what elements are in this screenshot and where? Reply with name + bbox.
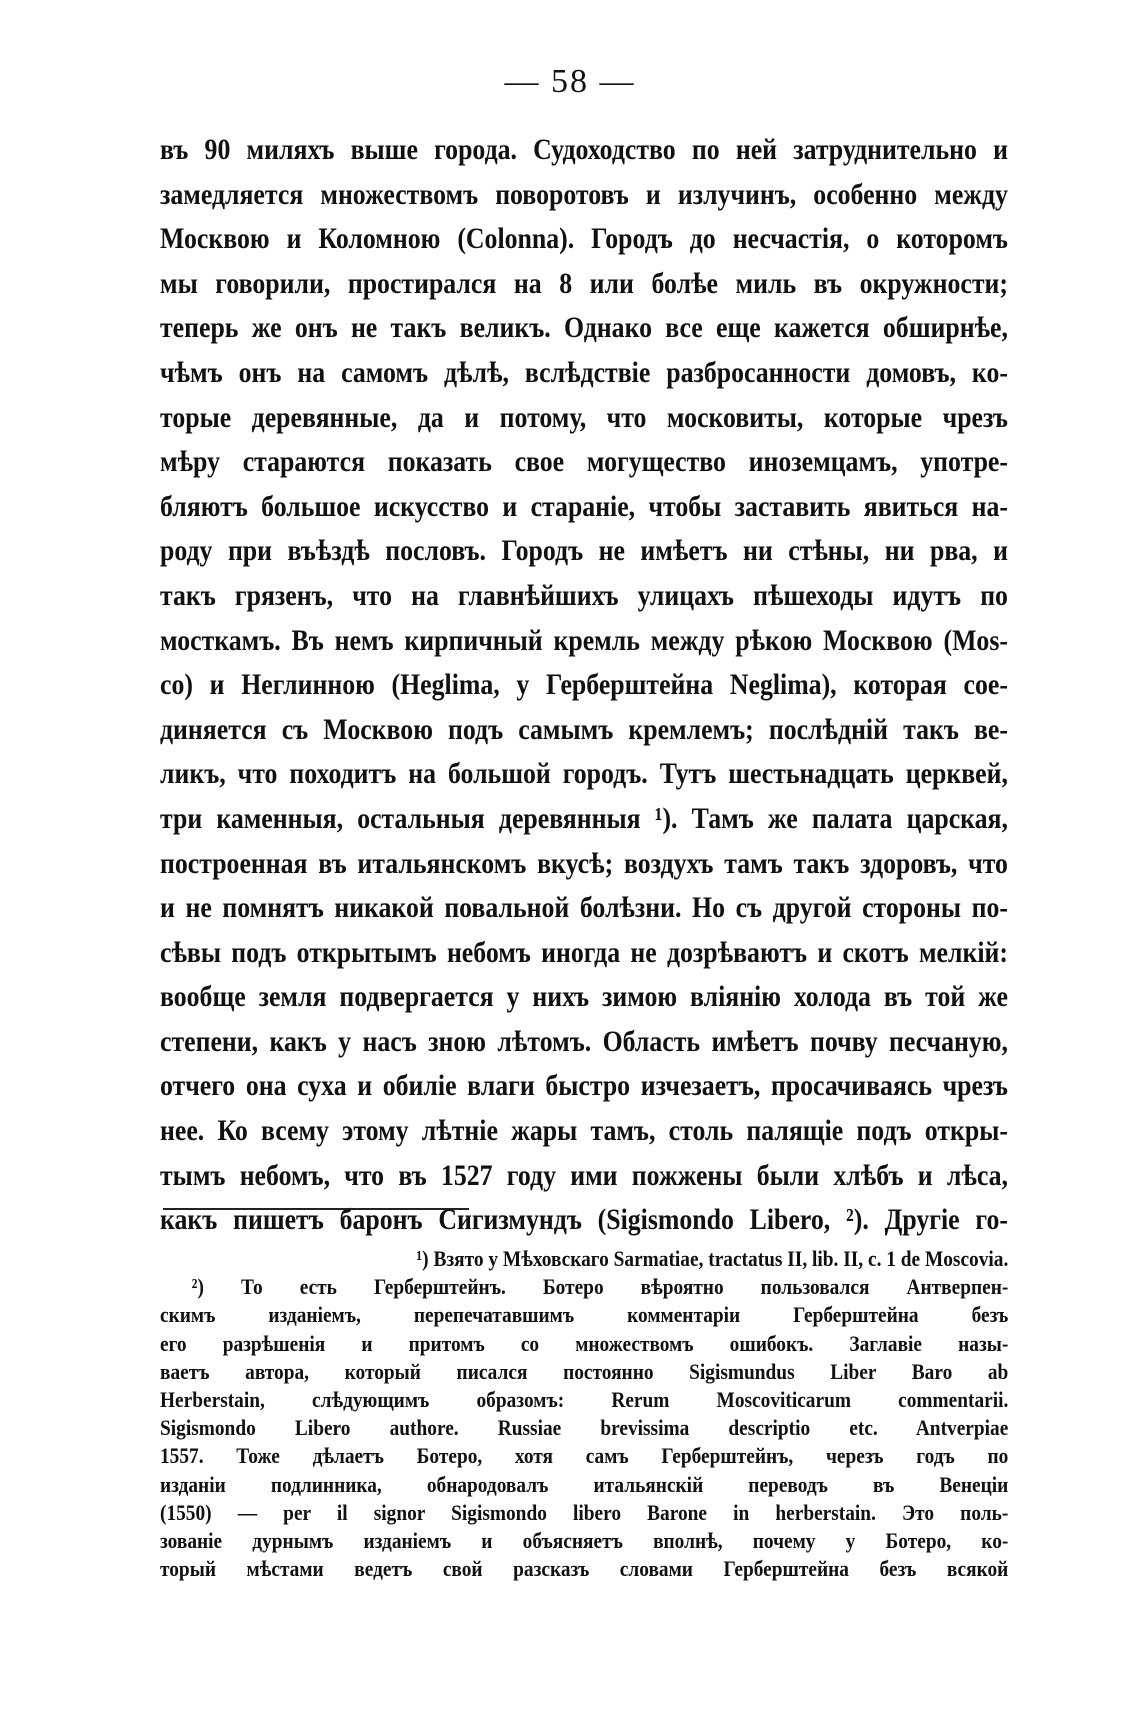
text-line: мы говорили, простирался на 8 или болѣе миль въ окружности; <box>160 266 1008 300</box>
footnotes <box>160 1245 1008 1583</box>
text-line: сѣвы подъ открытымъ небомъ иногда не дозрѣваютъ и скотъ мелкій: <box>160 935 1008 969</box>
footnote-line: ¹) Взято у Мѣховскаго Sarmatiae, tractatus II, lib. II, c. 1 de Moscovia. <box>416 1246 1009 1271</box>
text-line: замедляется множествомъ поворотовъ и излучинъ, особенно между <box>160 177 1008 211</box>
footnote-line: ²) То есть Герберштейнъ. Ботеро вѣроятно пользовался Антверпен- <box>191 1274 1009 1300</box>
text-line: Москвою и Коломною (Colonna). Городъ до несчастія, о которомъ <box>160 222 1008 256</box>
footnote-line: торый мѣстами ведетъ свой разсказъ словами Герберштейна безъ всякой <box>160 1556 1009 1582</box>
text-line: такъ грязенъ, что на главнѣйшихъ улицахъ пѣшеходы идутъ по <box>160 578 1008 612</box>
text-line: co) и Неглинною (Heglima, у Герберштейна Neglima), которая сое- <box>160 668 1008 702</box>
text-line: построенная въ итальянскомъ вкусѣ; воздухъ тамъ такъ здоровъ, что <box>160 846 1008 880</box>
text-line: отчего она суха и обиліе влаги быстро изчезаетъ, просачиваясь чрезъ <box>160 1069 1008 1103</box>
text-line: въ 90 миляхъ выше города. Судоходство по ней затруднительно и <box>160 133 1008 166</box>
footnote-line: Herberstain, слѣдующимъ образомъ: Rerum Moscoviticarum commentarii. <box>160 1386 1009 1412</box>
footnote-line: 1557. Тоже дѣлаетъ Ботеро, хотя самъ Герберштейнъ, черезъ годъ по <box>160 1443 1009 1469</box>
text-line: вообще земля подвергается у нихъ зимою вліянію холода въ той же <box>160 980 1008 1014</box>
footnote-line: изданіи подлинника, обнародовалъ итальянскій переводъ въ Венеціи <box>160 1471 1009 1497</box>
footnote-line: его разрѣшенія и притомъ со множествомъ ошибокъ. Заглавіе назы- <box>160 1330 1009 1356</box>
text-line: бляютъ большое искусство и стараніе, чтобы заставить явиться на- <box>160 489 1008 523</box>
text-line: мосткамъ. Въ немъ кирпичный кремль между рѣкою Москвою (Mos- <box>160 623 1008 657</box>
footnote-line: зованіе дурнымъ изданіемъ и объясняетъ вполнѣ, почему у Ботеро, ко- <box>160 1527 1009 1553</box>
text-line: диняется съ Москвою подъ самымъ кремлемъ; послѣдній такъ ве- <box>160 712 1008 746</box>
footnote-divider <box>163 1208 469 1210</box>
text-line: чѣмъ онъ на самомъ дѣлѣ, вслѣдствіе разбросанности домовъ, ко- <box>160 355 1008 389</box>
text-line: ликъ, что походитъ на большой городъ. Тутъ шестьнадцать церквей, <box>160 757 1008 791</box>
text-line: какъ пишетъ баронъ Сигизмундъ (Sigismondo Libero, ²). Другіе го- <box>160 1203 1008 1237</box>
text-line: тымъ небомъ, что въ 1527 году ими пожжены были хлѣбъ и лѣса, <box>160 1158 1008 1192</box>
footnote-line: (1550) — per il signor Sigismondo libero Barone in herberstain. Это поль- <box>160 1499 1009 1525</box>
text-line: торые деревянные, да и потому, что московиты, которые чрезъ <box>160 400 1008 434</box>
text-line: и не помнятъ никакой повальной болѣзни. Но съ другой стороны по- <box>160 891 1008 925</box>
text-line: теперь же онъ не такъ великъ. Однако все еще кажется обширнѣе, <box>160 311 1008 345</box>
text-line: мѣру стараются показать свое могущество иноземцамъ, употре- <box>160 445 1008 479</box>
footnote-line: скимъ изданіемъ, перепечатавшимъ комментаріи Герберштейна безъ <box>160 1302 1009 1328</box>
footnote-line: ваетъ автора, который писался постоянно Sigismundus Liber Baro ab <box>160 1358 1009 1384</box>
text-line: степени, какъ у насъ зною лѣтомъ. Область имѣетъ почву песчаную, <box>160 1024 1008 1058</box>
main-text <box>160 128 1008 1243</box>
text-line: нее. Ко всему этому лѣтніе жары тамъ, столь палящіе подъ откры- <box>160 1114 1008 1148</box>
page-number: — 58 — <box>504 63 636 100</box>
text-line: три каменныя, остальныя деревянныя ¹). Тамъ же палата царская, <box>160 801 1008 835</box>
footnote-line: Sigismondo Libero authore. Russiae brevissima descriptio etc. Antverpiae <box>160 1415 1009 1441</box>
text-line: роду при въѣздѣ пословъ. Городъ не имѣетъ ни стѣны, ни рва, и <box>160 534 1008 568</box>
